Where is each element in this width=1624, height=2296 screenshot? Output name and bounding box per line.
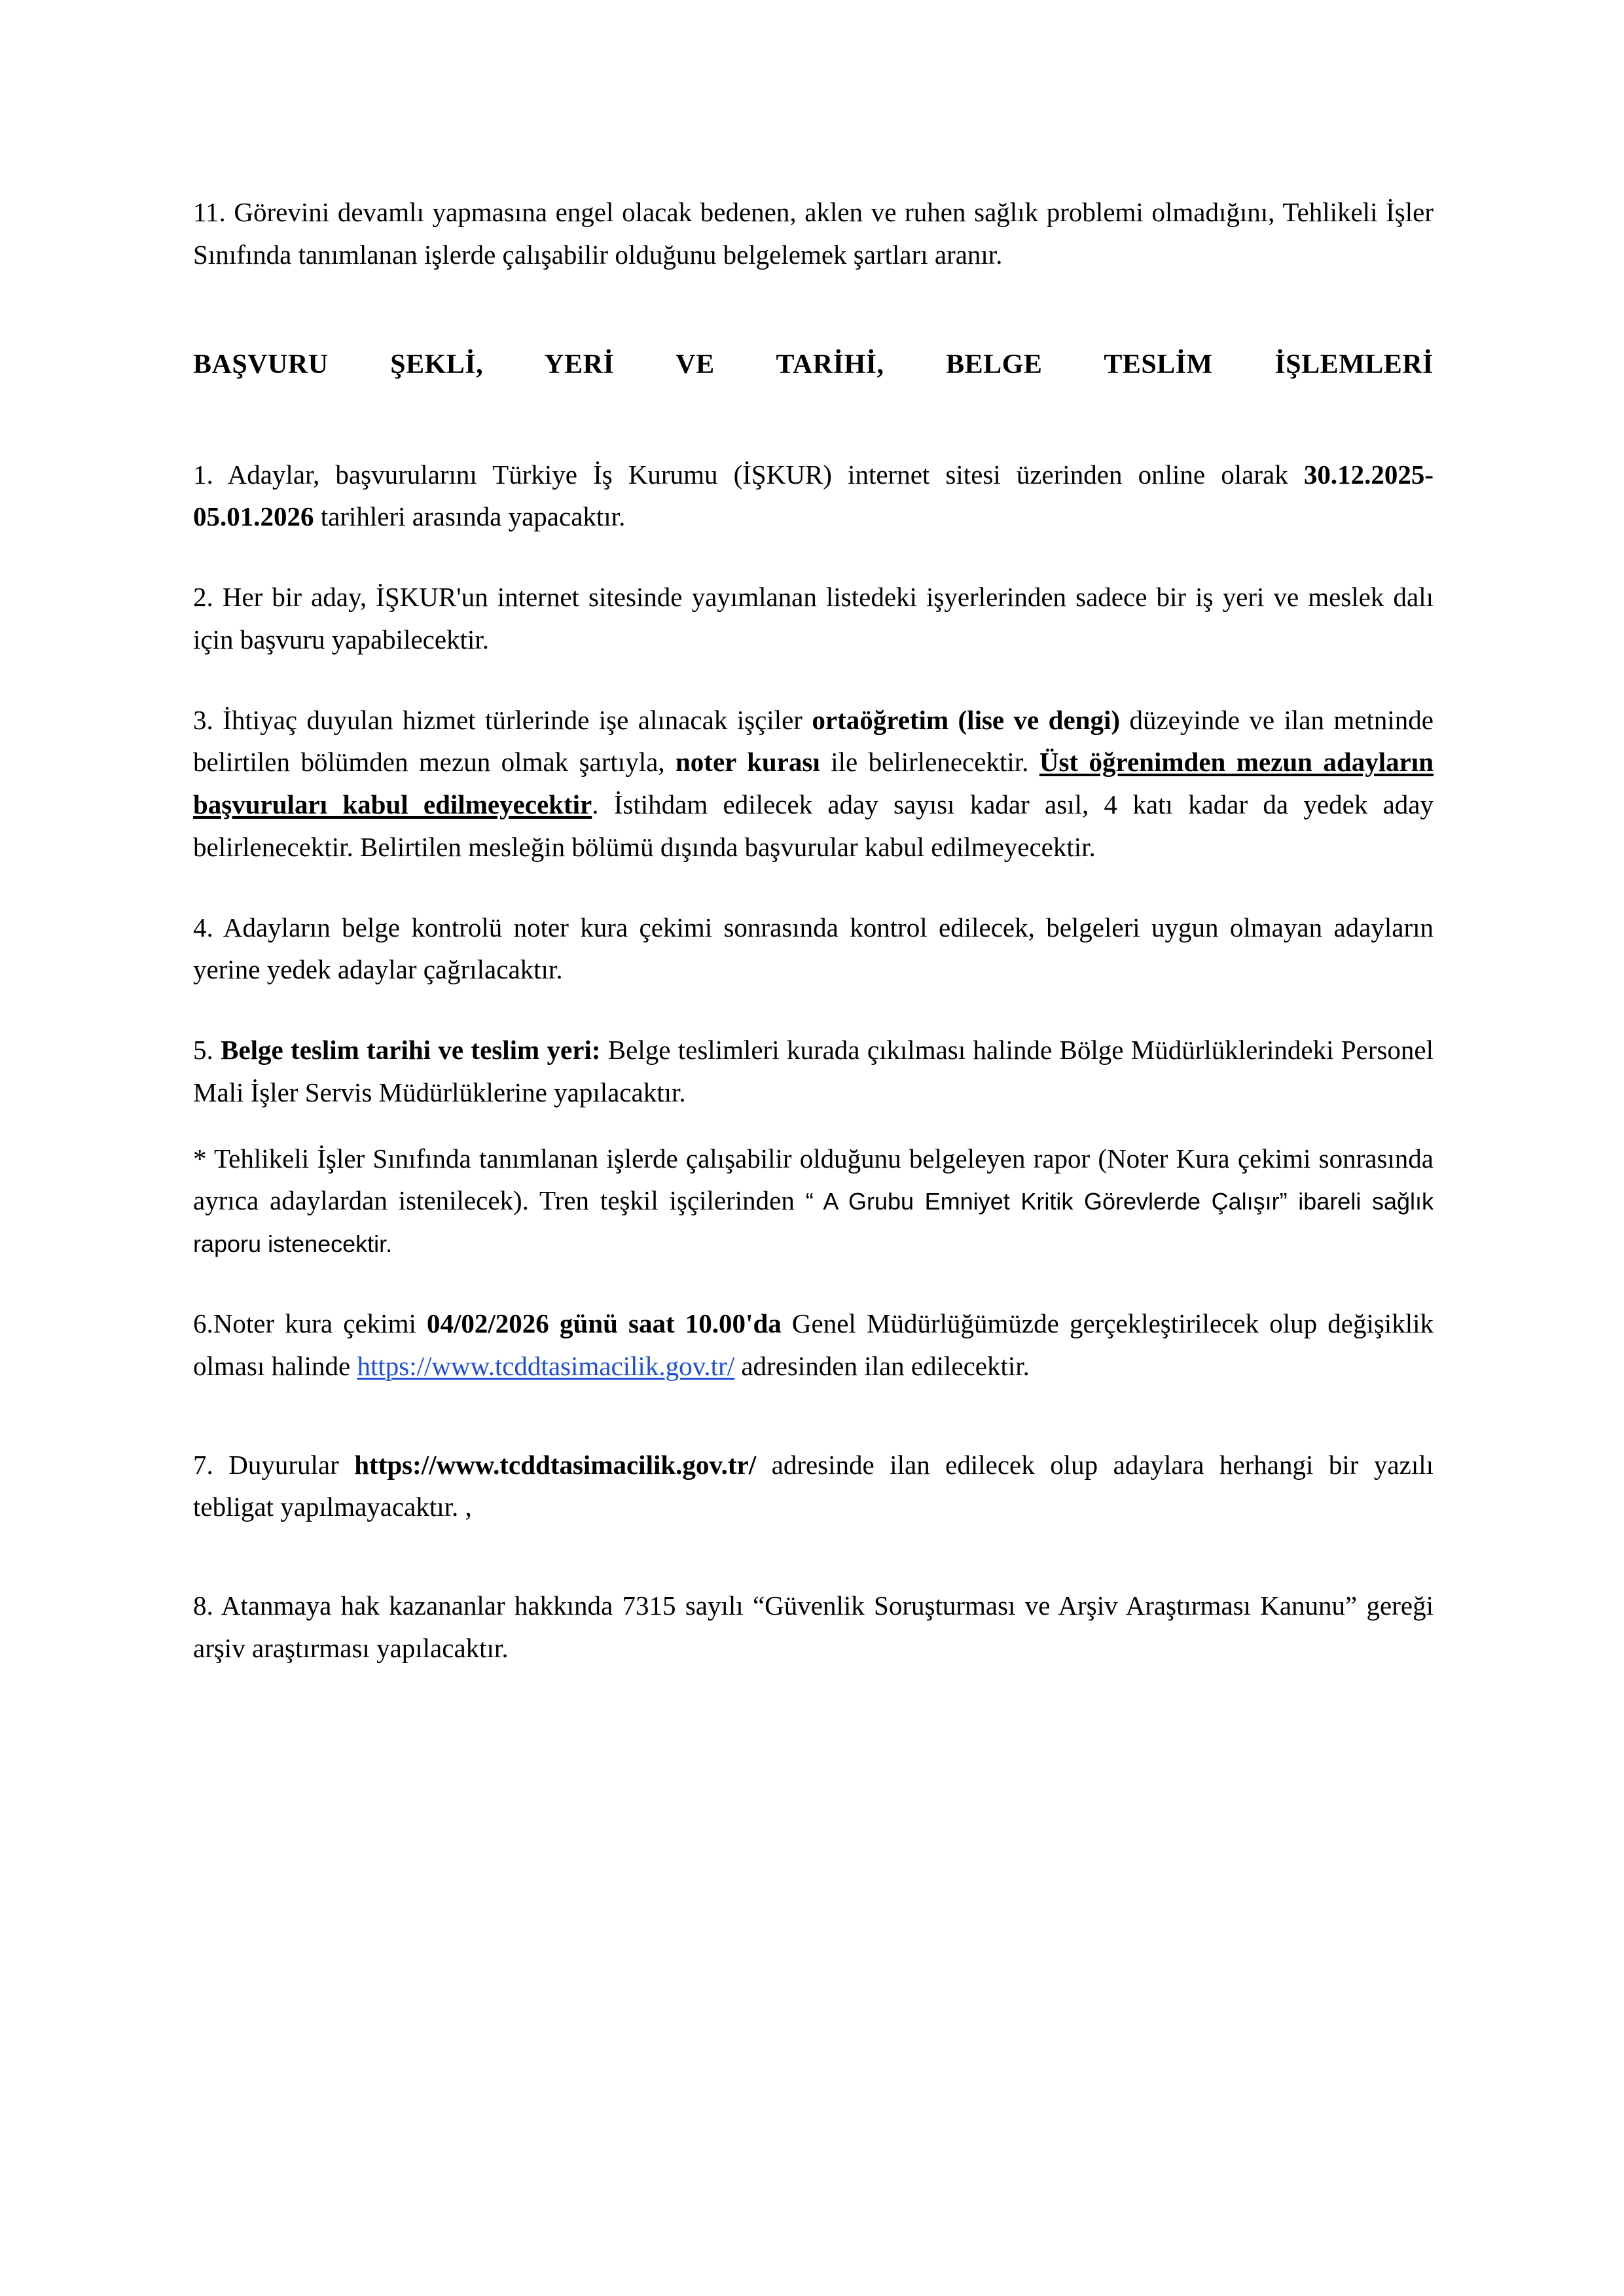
item-3-part-4: . İstihdam edilecek aday sayısı kadar asıl, 4 katı kadar da yedek aday belirlenecektir. Belirtilen mesleğin bölümü dışında başvurular kabul edilmeyecektir. <box>193 789 1434 862</box>
item-3-part-1: 3. İhtiyaç duyulan hizmet türlerinde işe alınacak işçiler <box>193 704 812 735</box>
item-4-text: 4. Adayların belge kontrolü noter kura çekimi sonrasında kontrol edilecek, belgeleri uygun olmayan adayların yerine yedek adaylar çağrılacaktır. <box>193 912 1434 985</box>
paragraph-item-5 <box>193 1029 1434 1114</box>
paragraph-item-2 <box>193 576 1434 661</box>
item-7-bold-url: https://www.tcddtasimacilik.gov.tr/ <box>354 1449 757 1480</box>
spacer-7-8 <box>193 1528 1434 1585</box>
item-3-bold-noter-kurasi: noter kurası <box>676 747 820 778</box>
spacer-3-4 <box>193 869 1434 906</box>
item-5-bold-label: Belge teslim tarihi ve teslim yeri: <box>221 1035 601 1066</box>
item-6-bold-datetime: 04/02/2026 günü saat 10.00'da <box>427 1308 782 1339</box>
paragraph-item-11 <box>193 191 1434 276</box>
item-7-part-2: adresinde ilan edilecek olup adaylara herhangi bir yazılı tebligat yapılmayacaktır. , <box>193 1449 1434 1522</box>
note-sans-text: “ A Grubu Emniyet Kritik Görevlerde Çalışır” ibareli sağlık raporu istenecektir. <box>193 1188 1434 1258</box>
paragraph-item-3 <box>193 699 1434 869</box>
item-1-lead: 1. Adaylar, başvurularını Türkiye İş Kurumu (İŞKUR) internet sitesi üzerinden online olarak <box>193 459 1304 490</box>
spacer-1-2 <box>193 538 1434 576</box>
item-7-part-1: 7. Duyurular <box>193 1449 355 1480</box>
item-11-text: 11. Görevini devamlı yapmasına engel olacak bedenen, aklen ve ruhen sağlık problemi olmadığını, Tehlikeli İşler Sınıfında tanımlanan işlerde çalışabilir olduğunu belgelemek şartları aranır. <box>193 197 1434 270</box>
spacer-note-6 <box>193 1265 1434 1302</box>
item-1-dates: 30.12.2025-05.01.2026 <box>193 459 1434 532</box>
spacer-after-heading <box>193 386 1434 454</box>
item-3-bold-ortaogretim: ortaöğretim (lise ve dengi) <box>812 704 1121 735</box>
item-3-underlined-bold: Üst öğrenimden mezun adayların başvuruları kabul edilmeyecektir <box>193 747 1434 820</box>
paragraph-item-1 <box>193 454 1434 539</box>
item-2-text: 2. Her bir aday, İŞKUR'un internet sitesinde yayımlanan listedeki işyerlerinden sadece bir iş yeri ve meslek dalı için başvuru yapabilecektir. <box>193 582 1434 655</box>
item-5-number: 5. <box>193 1035 221 1066</box>
item-3-part-2: düzeyinde ve ilan metninde belirtilen bölümden mezun olmak şartıyla, <box>193 704 1434 778</box>
item-6-part-1: 6.Noter kura çekimi <box>193 1308 427 1339</box>
item-3-part-3: ile belirlenecektir. <box>820 747 1039 778</box>
paragraph-item-8 <box>193 1585 1434 1670</box>
tcdd-website-link[interactable]: https://www.tcddtasimacilik.gov.tr/ <box>357 1350 735 1381</box>
section-heading: BAŞVURU ŞEKLİ, YERİ VE TARİHİ, BELGE TESLİM İŞLEMLERİ <box>193 349 1434 380</box>
document-content <box>193 191 1434 1670</box>
note-serif-text: * Tehlikeli İşler Sınıfında tanımlanan işlerde çalışabilir olduğunu belgeleyen rapor (Noter Kura çekimi sonrasında ayrıca adaylardan istenilecek). Tren teşkil işçilerinden <box>193 1143 1434 1216</box>
item-8-text: 8. Atanmaya hak kazananlar hakkında 7315 sayılı “Güvenlik Soruşturması ve Arşiv Araştırması Kanunu” gereği arşiv araştırması yapılacaktır. <box>193 1590 1434 1663</box>
item-6-part-2: Genel Müdürlüğümüzde gerçekleştirilecek olup değişiklik olması halinde <box>193 1308 1434 1381</box>
spacer-4-5 <box>193 991 1434 1029</box>
paragraph-note-asterisk <box>193 1138 1434 1265</box>
paragraph-item-4 <box>193 906 1434 992</box>
paragraph-item-7 <box>193 1444 1434 1529</box>
item-6-part-3: adresinden ilan edilecektir. <box>734 1350 1030 1381</box>
item-5-text: Belge teslimleri kurada çıkılması halinde Bölge Müdürlüklerindeki Personel Mali İşler Servis Müdürlüklerine yapılacaktır. <box>193 1035 1434 1107</box>
spacer-2-3 <box>193 661 1434 699</box>
spacer-before-heading <box>193 276 1434 344</box>
spacer-5-note <box>193 1114 1434 1138</box>
item-1-tail: tarihleri arasında yapacaktır. <box>314 501 626 532</box>
paragraph-item-6 <box>193 1302 1434 1388</box>
spacer-6-7 <box>193 1388 1434 1444</box>
